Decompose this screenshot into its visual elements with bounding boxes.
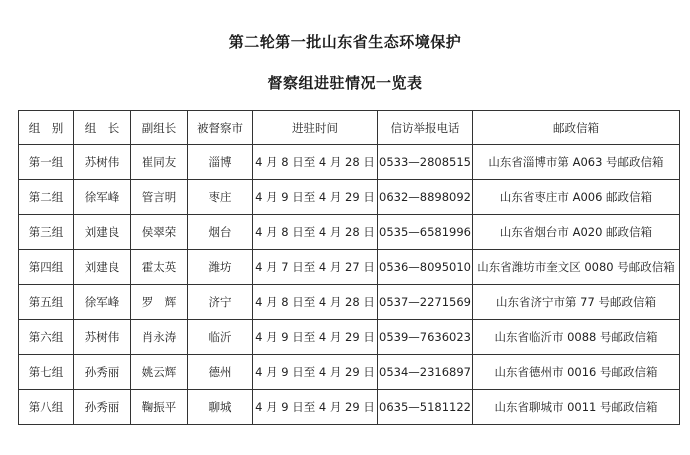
cell-period: 4 月 7 日至 4 月 27 日	[253, 250, 378, 285]
table-row	[19, 285, 680, 320]
cell-phone: 0632—8898092	[378, 180, 473, 215]
table-row	[19, 180, 680, 215]
cell-group: 第七组	[19, 355, 74, 390]
cell-mailbox: 山东省临沂市 0088 号邮政信箱	[473, 320, 680, 355]
cell-period: 4 月 8 日至 4 月 28 日	[253, 145, 378, 180]
cell-deputy-leader: 管言明	[131, 180, 188, 215]
cell-period: 4 月 9 日至 4 月 29 日	[253, 320, 378, 355]
cell-phone: 0535—6581996	[378, 215, 473, 250]
cell-leader: 刘建良	[74, 250, 131, 285]
header-complaint-phone: 信访举报电话	[378, 111, 473, 145]
cell-leader: 苏树伟	[74, 320, 131, 355]
cell-phone: 0534—2316897	[378, 355, 473, 390]
table-header	[19, 111, 680, 145]
cell-phone: 0537—2271569	[378, 285, 473, 320]
cell-city: 临沂	[188, 320, 253, 355]
cell-period: 4 月 8 日至 4 月 28 日	[253, 215, 378, 250]
cell-group: 第一组	[19, 145, 74, 180]
cell-mailbox: 山东省淄博市第 A063 号邮政信箱	[473, 145, 680, 180]
header-leader: 组 长	[74, 111, 131, 145]
cell-phone: 0533—2808515	[378, 145, 473, 180]
document-title-line1: 第二轮第一批山东省生态环境保护	[228, 33, 462, 51]
cell-mailbox: 山东省聊城市 0011 号邮政信箱	[473, 390, 680, 425]
cell-deputy-leader: 霍太英	[131, 250, 188, 285]
cell-deputy-leader: 罗 辉	[131, 285, 188, 320]
cell-deputy-leader: 姚云辉	[131, 355, 188, 390]
document-title-line2: 督察组进驻情况一览表	[267, 74, 423, 92]
cell-city: 潍坊	[188, 250, 253, 285]
header-stationing-period: 进驻时间	[253, 111, 378, 145]
cell-group: 第六组	[19, 320, 74, 355]
table-body	[19, 145, 680, 425]
cell-period: 4 月 8 日至 4 月 28 日	[253, 285, 378, 320]
header-deputy-leader: 副组长	[131, 111, 188, 145]
cell-city: 淄博	[188, 145, 253, 180]
table-row	[19, 250, 680, 285]
cell-deputy-leader: 肖永涛	[131, 320, 188, 355]
cell-deputy-leader: 侯翠荣	[131, 215, 188, 250]
header-group: 组 别	[19, 111, 74, 145]
cell-phone: 0539—7636023	[378, 320, 473, 355]
cell-city: 烟台	[188, 215, 253, 250]
table-row	[19, 320, 680, 355]
table-row	[19, 145, 680, 180]
cell-group: 第二组	[19, 180, 74, 215]
cell-period: 4 月 9 日至 4 月 29 日	[253, 390, 378, 425]
cell-group: 第三组	[19, 215, 74, 250]
header-postal-mailbox: 邮政信箱	[473, 111, 680, 145]
cell-city: 德州	[188, 355, 253, 390]
table-row	[19, 355, 680, 390]
cell-period: 4 月 9 日至 4 月 29 日	[253, 180, 378, 215]
cell-city: 济宁	[188, 285, 253, 320]
cell-phone: 0536—8095010	[378, 250, 473, 285]
cell-mailbox: 山东省潍坊市奎文区 0080 号邮政信箱	[473, 250, 680, 285]
cell-leader: 苏树伟	[74, 145, 131, 180]
cell-group: 第五组	[19, 285, 74, 320]
cell-mailbox: 山东省德州市 0016 号邮政信箱	[473, 355, 680, 390]
cell-phone: 0635—5181122	[378, 390, 473, 425]
cell-leader: 刘建良	[74, 215, 131, 250]
cell-group: 第八组	[19, 390, 74, 425]
cell-period: 4 月 9 日至 4 月 29 日	[253, 355, 378, 390]
cell-leader: 徐军峰	[74, 285, 131, 320]
cell-mailbox: 山东省枣庄市 A006 邮政信箱	[473, 180, 680, 215]
cell-city: 枣庄	[188, 180, 253, 215]
cell-deputy-leader: 鞠振平	[131, 390, 188, 425]
cell-leader: 孙秀丽	[74, 390, 131, 425]
cell-deputy-leader: 崔同友	[131, 145, 188, 180]
cell-mailbox: 山东省济宁市第 77 号邮政信箱	[473, 285, 680, 320]
header-inspected-city: 被督察市	[188, 111, 253, 145]
cell-group: 第四组	[19, 250, 74, 285]
table-header-row	[19, 111, 680, 145]
table-row	[19, 215, 680, 250]
cell-city: 聊城	[188, 390, 253, 425]
cell-leader: 徐军峰	[74, 180, 131, 215]
inspection-team-table	[18, 110, 680, 425]
cell-leader: 孙秀丽	[74, 355, 131, 390]
cell-mailbox: 山东省烟台市 A020 邮政信箱	[473, 215, 680, 250]
table-row	[19, 390, 680, 425]
